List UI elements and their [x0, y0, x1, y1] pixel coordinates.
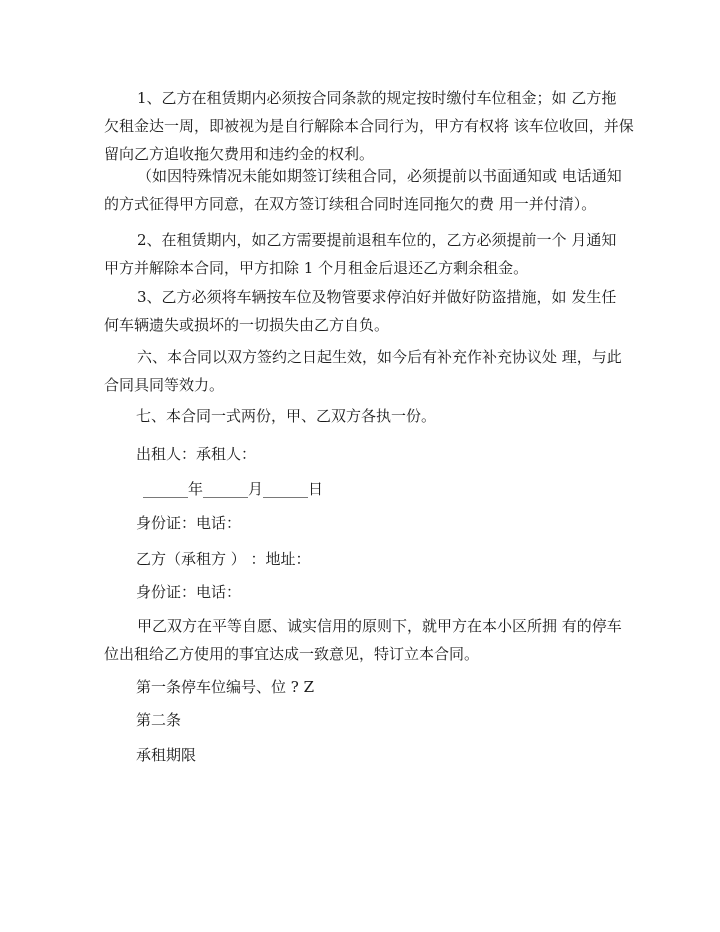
note-line-1: （如因特殊情况未能如期签订续租合同，必须提前以书面通知或 电话通知: [137, 167, 622, 185]
clause-1-line-2: 欠租金达一周，即被视为是自行解除本合同行为，甲方有权将 该车位收回，并保: [104, 117, 634, 135]
date-line: ______年______月______日: [143, 480, 324, 498]
lessor-lessee-line: 出租人：承租人：: [136, 445, 257, 463]
clause-3-paragraph: [104, 283, 616, 339]
clause-2-paragraph: [104, 226, 616, 282]
clause-six-line-2: 合同具同等效力。: [104, 376, 225, 394]
clause-1-line-1: 1、乙方在租赁期内必须按合同条款的规定按时缴付车位租金；如 乙方拖: [137, 89, 617, 107]
clause-seven: 七、本合同一式两份，甲、乙双方各执一份。: [136, 407, 437, 425]
article-1: 第一条停车位编号、位 ? Z: [136, 678, 315, 696]
preamble-line-2: 位出租给乙方使用的事宜达成一致意见，特订立本合同。: [104, 645, 480, 663]
id-phone-line-1: 身份证：电话：: [136, 514, 242, 532]
clause-1-line-3: 留向乙方追收拖欠费用和违约金的权利。: [104, 145, 375, 163]
clause-2-line-1: 2、在租赁期内，如乙方需要提前退租车位的，乙方必须提前一个 月通知: [137, 231, 617, 249]
preamble-line-1: 甲乙双方在平等自愿、诚实信用的原则下，就甲方在本小区所拥 有的停车: [137, 617, 622, 635]
clause-3-line-1: 3、乙方必须将车辆按车位及物管要求停泊好并做好防盗措施，如 发生任: [137, 288, 617, 306]
article-2: 第二条: [136, 711, 182, 729]
note-line-2: 的方式征得甲方同意，在双方签订续租合同时连同拖欠的费 用一并付清）。: [104, 195, 597, 213]
preamble-paragraph: [104, 612, 622, 668]
clause-1-paragraph: [104, 84, 634, 168]
clause-six-paragraph: [104, 343, 622, 399]
clause-2-line-2: 甲方并解除本合同，甲方扣除 1 个月租金后退还乙方剩余租金。: [104, 259, 529, 277]
party-b-address-line: 乙方（承租方 ） ：地址：: [136, 550, 311, 568]
lease-term: 承租期限: [136, 746, 197, 764]
clause-six-line-1: 六、本合同以双方签约之日起生效，如今后有补充作补充协议处 理，与此: [137, 348, 622, 366]
id-phone-line-2: 身份证：电话：: [136, 583, 242, 601]
clause-3-line-2: 何车辆遗失或损坏的一切损失由乙方自负。: [104, 316, 390, 334]
note-paragraph: [104, 162, 622, 218]
